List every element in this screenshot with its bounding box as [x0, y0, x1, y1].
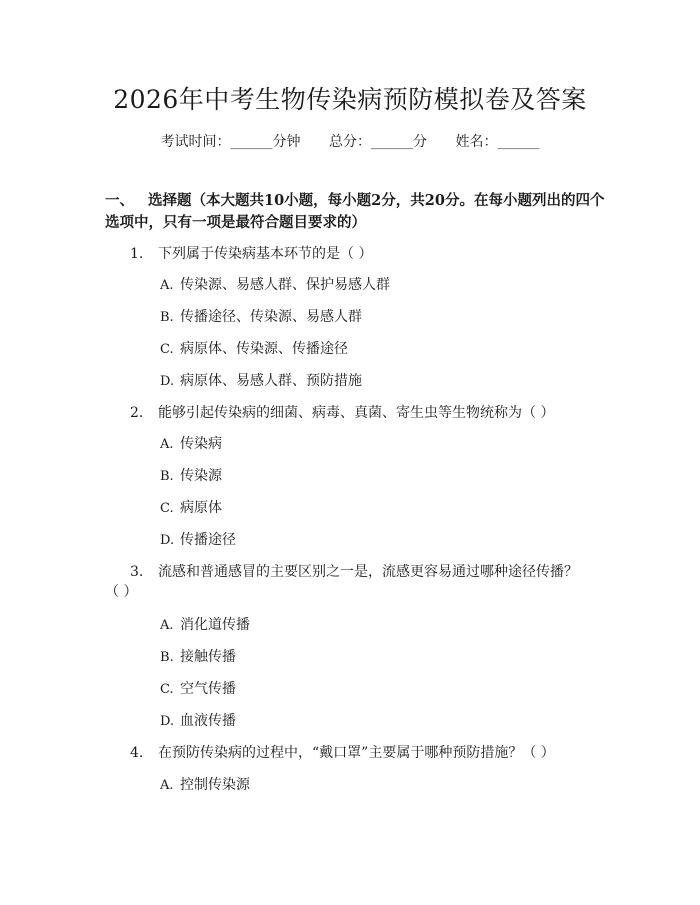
- question-1-option-a: [160, 275, 390, 296]
- question-3-option-b: [160, 647, 236, 668]
- option-text: 传播途径: [180, 532, 236, 548]
- question-2-option-d: [160, 530, 236, 551]
- question-4-option-a: [160, 775, 250, 796]
- option-text: 接触传播: [180, 649, 236, 665]
- option-text: 病原体、传染源、传播途径: [180, 341, 348, 357]
- option-letter: A.: [160, 618, 174, 633]
- question-number: 4.: [130, 745, 144, 761]
- question-1: [130, 244, 600, 264]
- section-number: 一、: [105, 192, 134, 209]
- option-text: 病原体: [180, 500, 222, 516]
- exam-time-field: 考试时间：______分钟: [160, 134, 301, 150]
- section-heading: [105, 190, 605, 234]
- question-2-option-b: [160, 466, 222, 487]
- section-instructions: 选择题（本大题共10小题，每小题2分，共20分。在每小题列出的四个选项中，只有一项是最符合题目要求的）: [105, 192, 605, 231]
- option-letter: C.: [160, 342, 174, 357]
- question-text: 在预防传染病的过程中，“戴口罩”主要属于哪种预防措施？（ ）: [158, 745, 555, 761]
- option-text: 传染病: [180, 436, 222, 452]
- question-1-option-b: [160, 307, 362, 328]
- question-text: 下列属于传染病基本环节的是（ ）: [158, 246, 373, 262]
- question-3-continuation: （ ）: [105, 584, 138, 600]
- option-text: 血液传播: [180, 713, 236, 729]
- option-text: 传染源: [180, 468, 222, 484]
- question-3-option-d: [160, 711, 236, 732]
- option-text: 空气传播: [180, 681, 236, 697]
- exam-name-field: 姓名：______: [455, 134, 540, 150]
- question-2: [130, 403, 600, 423]
- option-text: 控制传染源: [180, 777, 250, 793]
- exam-meta: [0, 131, 700, 151]
- option-letter: B.: [160, 469, 174, 484]
- exam-score-field: 总分：______分: [329, 134, 427, 150]
- question-1-option-d: [160, 371, 362, 392]
- question-3-option-c: [160, 679, 236, 700]
- question-2-option-a: [160, 434, 222, 455]
- option-letter: D.: [160, 374, 175, 389]
- option-text: 病原体、易感人群、预防措施: [180, 373, 362, 389]
- question-3-option-a: [160, 615, 250, 636]
- option-letter: C.: [160, 682, 174, 697]
- option-letter: C.: [160, 501, 174, 516]
- question-3: [130, 562, 600, 582]
- question-text: 能够引起传染病的细菌、病毒、真菌、寄生虫等生物统称为（ ）: [158, 405, 555, 421]
- option-text: 传播途径、传染源、易感人群: [180, 309, 362, 325]
- option-letter: B.: [160, 310, 174, 325]
- question-1-option-c: [160, 339, 348, 360]
- option-letter: A.: [160, 278, 174, 293]
- question-text: 流感和普通感冒的主要区别之一是，流感更容易通过哪种途径传播？: [158, 564, 578, 580]
- page-title: 2026年中考生物传染病预防模拟卷及答案: [113, 85, 587, 114]
- question-number: 2.: [130, 405, 144, 421]
- question-number: 1.: [130, 246, 144, 262]
- question-2-option-c: [160, 498, 222, 519]
- option-text: 传染源、易感人群、保护易感人群: [180, 277, 390, 293]
- option-text: 消化道传播: [180, 617, 250, 633]
- option-letter: A.: [160, 778, 174, 793]
- option-letter: A.: [160, 437, 174, 452]
- option-letter: B.: [160, 650, 174, 665]
- option-letter: D.: [160, 714, 175, 729]
- question-number: 3.: [130, 564, 144, 580]
- question-4: [130, 743, 600, 763]
- option-letter: D.: [160, 533, 175, 548]
